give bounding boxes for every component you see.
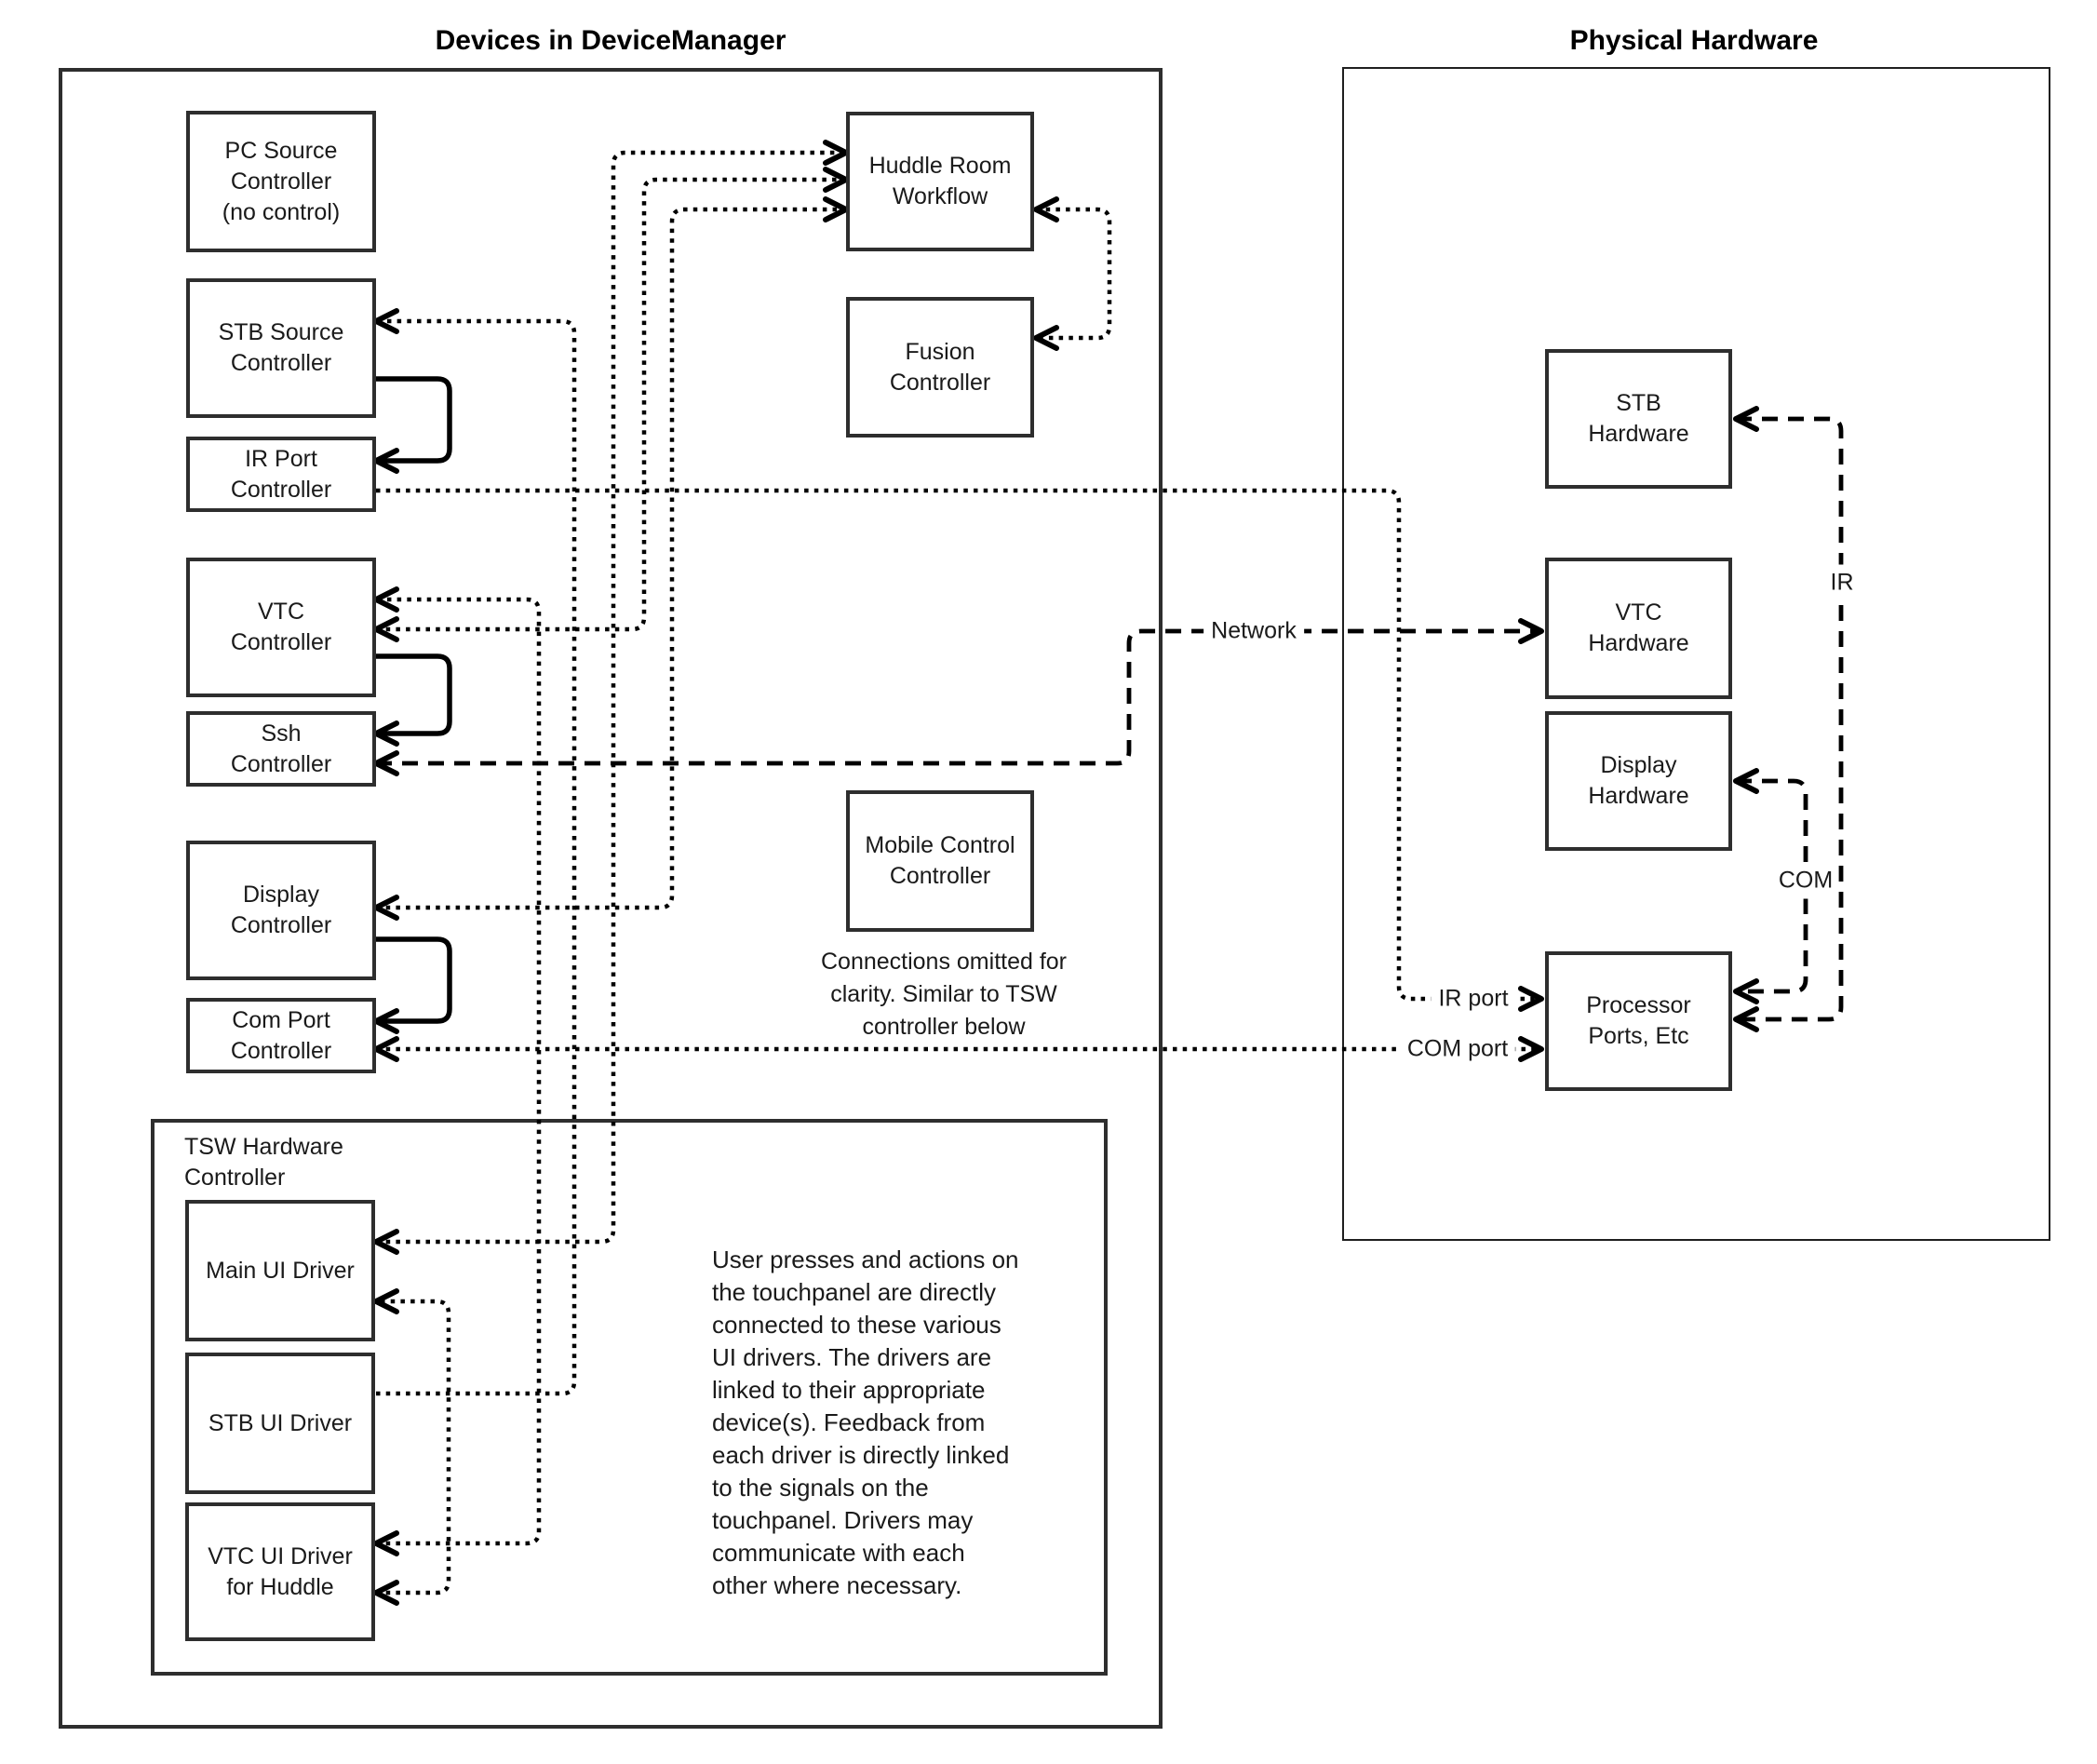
mobile-control-note — [821, 946, 1067, 1044]
edge-display-controller-huddle — [376, 209, 846, 908]
paragraph-line: linked to their appropriate — [712, 1376, 986, 1404]
com-edge-label: COM — [1774, 863, 1837, 899]
display-controller-box — [186, 841, 376, 980]
box-label-line: Mobile Control — [865, 832, 1015, 858]
box-label-line: Fusion — [905, 338, 975, 365]
processor-ports-box — [1545, 951, 1732, 1091]
box-label-line: Ssh — [261, 720, 302, 747]
box-label-line: Controller — [230, 912, 332, 938]
box-label-line: Controller — [230, 1037, 332, 1064]
tsw-frame-label-line: Controller — [184, 1165, 286, 1191]
box-label-line: VTC UI Driver — [208, 1542, 353, 1569]
paragraph-line: UI drivers. The drivers are — [712, 1343, 992, 1371]
edge-ir-hardware — [1736, 419, 1841, 1019]
stb-hardware-box — [1545, 349, 1732, 489]
box-label-line: for Huddle — [226, 1573, 334, 1600]
vtc-controller-box — [186, 558, 376, 697]
vtc-hardware-box — [1545, 558, 1732, 699]
tsw-frame-label — [184, 1132, 343, 1193]
box-label-line: Processor — [1586, 992, 1691, 1018]
edge-main-ui-huddle — [376, 153, 846, 1242]
ir-edge-label: IR — [1826, 565, 1859, 601]
paragraph-line: other where necessary. — [712, 1571, 962, 1599]
box-label-line: Controller — [230, 629, 332, 655]
stb-source-controller-box — [186, 278, 376, 418]
box-label-line: Hardware — [1588, 783, 1689, 809]
display-hardware-box — [1545, 711, 1732, 851]
box-label-line: PC Source — [224, 137, 338, 164]
edge-vtc-controller-to-ssh — [376, 656, 450, 734]
box-label-line: Controller — [230, 750, 332, 777]
edge-stb-source-to-ir-port — [376, 379, 450, 461]
network-edge-label: Network — [1203, 616, 1304, 647]
edge-huddle-fusion — [1036, 209, 1109, 338]
box-label-line: Main UI Driver — [206, 1257, 355, 1284]
box-label-line: STB UI Driver — [208, 1409, 353, 1436]
vtc-ui-driver-box — [185, 1502, 375, 1641]
paragraph-line: to the signals on the — [712, 1474, 929, 1501]
box-label-line: Huddle Room — [868, 153, 1012, 179]
pc-source-controller-box — [186, 111, 376, 252]
edge-display-to-com-port — [376, 939, 450, 1021]
paragraph-line: each driver is directly linked — [712, 1441, 1010, 1469]
edge-vtc-ui-vtc-controller — [376, 599, 539, 1543]
edge-vtc-controller-huddle — [376, 180, 846, 629]
mobile-control-controller-box — [846, 790, 1034, 932]
box-label-line: IR Port — [245, 445, 317, 472]
box-label-line: Hardware — [1588, 421, 1689, 447]
huddle-room-workflow-box — [846, 112, 1034, 251]
paragraph-line: User presses and actions on — [712, 1246, 1019, 1273]
note-line: Connections omitted for — [820, 949, 1068, 975]
paragraph-line: communicate with each — [712, 1539, 965, 1567]
physical-hardware-title: Physical Hardware — [1569, 25, 1819, 56]
ir-port-controller-box — [186, 437, 376, 512]
edge-network — [376, 631, 1541, 763]
note-line: clarity. Similar to TSW — [830, 981, 1057, 1007]
fusion-controller-box — [846, 297, 1034, 438]
edge-main-ui-vtc-ui — [376, 1301, 449, 1593]
box-label-line: VTC — [1615, 599, 1662, 626]
box-label-line: Controller — [230, 350, 332, 376]
box-label-line: Display — [243, 882, 319, 908]
note-line: controller below — [862, 1014, 1026, 1040]
paragraph-line: device(s). Feedback from — [712, 1408, 986, 1436]
box-label-line: (no control) — [222, 198, 341, 225]
ssh-controller-box — [186, 711, 376, 787]
box-label-line: Display — [1600, 752, 1677, 778]
box-label-line: Com Port — [232, 1006, 330, 1033]
box-label-line: STB — [1616, 390, 1661, 416]
box-label-line: Controller — [230, 168, 332, 195]
box-label-line: Controller — [889, 863, 991, 889]
paragraph-line: touchpanel. Drivers may — [712, 1506, 974, 1534]
box-label-line: Hardware — [1588, 630, 1689, 656]
box-label-line: STB Source — [218, 319, 344, 345]
edge-stb-ui-to-stb-source — [376, 321, 574, 1394]
box-label-line: Workflow — [892, 183, 988, 209]
device-manager-title: Devices in DeviceManager — [435, 25, 786, 56]
stb-ui-driver-box — [185, 1353, 375, 1494]
com-port-edge-label: COM port — [1400, 1034, 1515, 1065]
paragraph-line: connected to these various — [712, 1311, 1001, 1339]
com-port-controller-box — [186, 998, 376, 1073]
ir-port-edge-label: IR port — [1431, 984, 1515, 1015]
ui-driver-explanation — [712, 1244, 1019, 1602]
box-label-line: Controller — [889, 369, 991, 396]
paragraph-line: the touchpanel are directly — [712, 1278, 996, 1306]
box-label-line: VTC — [258, 599, 304, 625]
box-label-line: Ports, Etc — [1588, 1023, 1689, 1049]
box-label-line: Controller — [230, 476, 332, 503]
main-ui-driver-box — [185, 1200, 375, 1341]
tsw-frame-label-line: TSW Hardware — [184, 1134, 343, 1160]
